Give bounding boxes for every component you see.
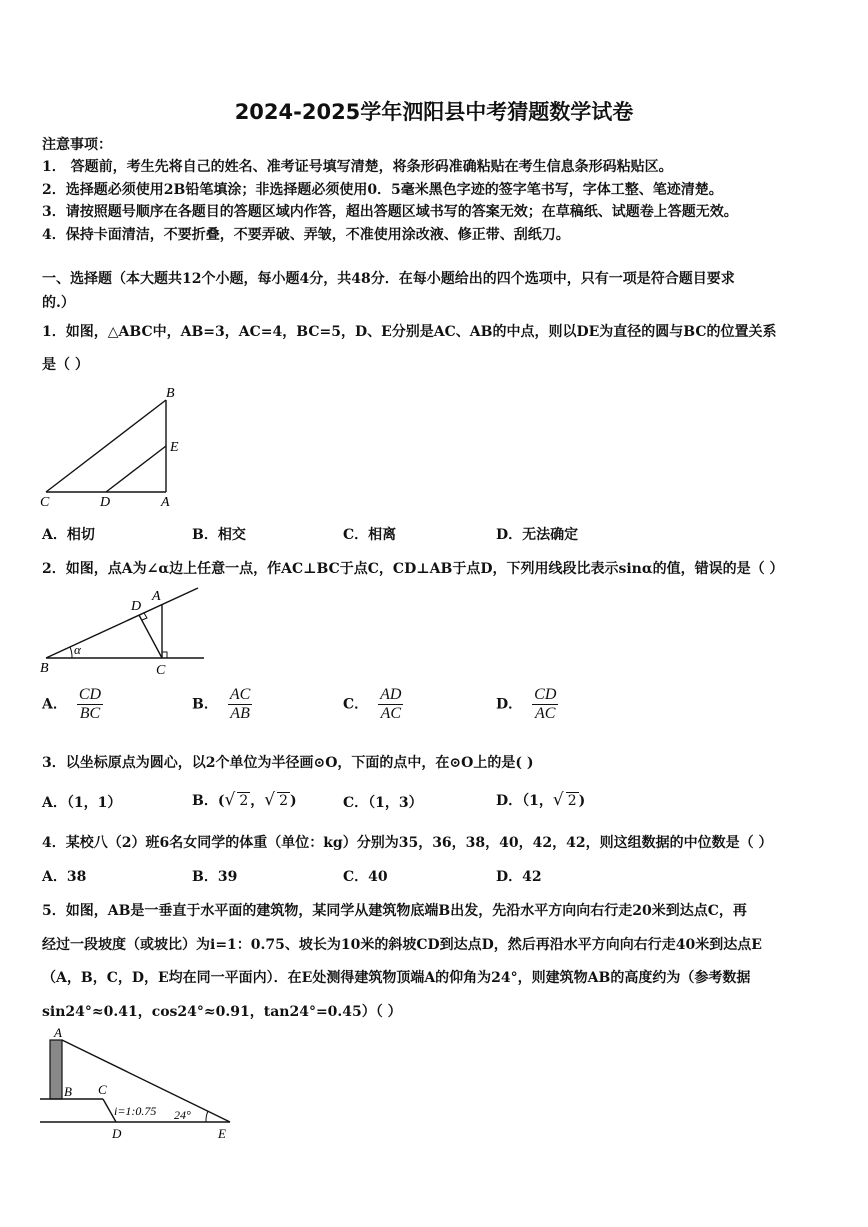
q2-option-a-numerator: CD (78, 686, 102, 703)
q1-option-a: A．相切 (42, 527, 95, 543)
q2-segment-cd (139, 615, 162, 658)
q4-option-c: C．40 (343, 869, 388, 885)
q5-label-slope: i=1:0.75 (114, 1104, 157, 1118)
section-heading-line1: 一、选择题（本大题共12个小题，每小题4分，共48分．在每小题给出的四个选项中，只有一项是符合题目要求 (42, 271, 735, 287)
q2-angle-arc (70, 647, 72, 658)
q2-option-c-fraction (378, 686, 403, 723)
q3-option-c: C．（1，3） (343, 795, 423, 811)
q3-option-b-separator: ， (250, 793, 265, 809)
q5-label-a: A (54, 1025, 62, 1040)
q2-option-b-numerator: AC (229, 686, 251, 703)
q3-option-b-letter: B．( (192, 793, 225, 809)
q2-option-d-denominator: AC (535, 705, 556, 722)
q5-label-angle: 24° (174, 1108, 191, 1122)
notice-heading: 注意事项： (42, 137, 112, 153)
q3-option-d-letter: D．（1， (496, 793, 553, 809)
q2-option-d-numerator: CD (534, 686, 557, 703)
q1-option-c: C．相离 (343, 527, 397, 543)
q3-text: 3．以坐标原点为圆心，以2个单位为半径画⊙O，下面的点中，在⊙O上的是( ) (42, 755, 534, 771)
q3-option-b-end: ) (290, 793, 297, 809)
q2-option-a-fraction (77, 686, 103, 723)
q5-text-line2: 经过一段坡度（或坡比）为i=1：0.75、坡长为10米的斜坡CD到达点D，然后再沿水平方向向右行走40米到达点E (42, 937, 762, 953)
q1-segment-de (106, 446, 166, 492)
q2-text: 2．如图，点A为∠α边上任意一点，作AC⊥BC于点C，CD⊥AB于点D，下列用线段比表示sinα的值，错误的是（ ） (42, 561, 784, 577)
q4-option-a: A．38 (42, 869, 87, 885)
q1-label-d: D (100, 495, 111, 510)
q3-option-d-end: ) (578, 793, 586, 809)
q1-triangle-figure (36, 384, 186, 514)
q5-label-e: E (218, 1126, 226, 1141)
q5-label-c: C (98, 1082, 107, 1097)
q1-option-d: D．无法确定 (496, 527, 579, 543)
q5-building-ab (50, 1040, 62, 1099)
q1-label-c: C (40, 495, 50, 510)
q5-building-figure (36, 1025, 246, 1145)
q5-label-d: D (112, 1126, 122, 1141)
q1-segment-cb (46, 400, 166, 492)
q2-option-a-denominator: BC (79, 705, 101, 722)
q4-option-d: D．42 (496, 869, 542, 885)
q2-option-b-denominator: AB (230, 705, 250, 722)
q3-option-b-radicand-1: 2 (239, 793, 249, 809)
q2-label-a: A (152, 589, 161, 604)
q2-option-b-fraction (228, 686, 252, 723)
page-title: 2024-2025学年泗阳县中考猜题数学试卷 (234, 100, 634, 124)
q2-angle-figure (36, 582, 208, 678)
notice-item-2: 2．选择题必须使用2B铅笔填涂；非选择题必须使用0．5毫米黑色字迹的签字笔书写，字体工整、笔迹清楚。 (42, 182, 723, 198)
q2-option-a-letter: A． (42, 696, 67, 713)
q2-label-b: B (40, 661, 49, 676)
q3-option-d (496, 790, 585, 810)
q2-option-c-letter: C． (343, 696, 369, 713)
q2-label-d: D (131, 599, 142, 614)
notice-item-3: 3．请按照题号顺序在各题目的答题区域内作答，超出答题区域书写的答案无效；在草稿纸、试题卷上答题无效。 (42, 204, 738, 220)
q2-line-ba (46, 588, 198, 658)
radical-sign-icon: √ (224, 790, 236, 810)
q4-option-b: B．39 (192, 869, 238, 885)
q1-text-line2: 是（ ） (42, 357, 89, 373)
q1-option-b: B．相交 (192, 527, 246, 543)
q2-option-a (42, 686, 103, 723)
q3-option-d-radicand: 2 (567, 793, 577, 809)
q1-text-line1: 1．如图，△ABC中，AB=3，AC=4，BC=5，D、E分别是AC、AB的中点，则以DE为直径的圆与BC的位置关系 (42, 324, 777, 340)
q3-option-b-radicand-2: 2 (279, 793, 288, 809)
q2-right-angle-c (162, 652, 167, 658)
q1-label-b: B (166, 386, 175, 401)
q2-option-c-denominator: AC (380, 705, 402, 722)
q5-label-b: B (64, 1084, 72, 1099)
q5-angle-arc (206, 1111, 208, 1122)
q2-option-d-fraction (532, 686, 558, 723)
notice-item-1: 1． 答题前，考生先将自己的姓名、准考证号填写清楚，将条形码准确粘贴在考生信息条形码粘贴区。 (42, 159, 673, 175)
q2-label-c: C (156, 663, 166, 678)
q5-text-line1: 5．如图，AB是一垂直于水平面的建筑物，某同学从建筑物底端B出发，先沿水平方向向右行走20米到达点C，再 (42, 903, 747, 919)
q2-option-b-letter: B． (192, 696, 218, 713)
radical-sign-icon: √ (552, 790, 564, 810)
notice-item-4: 4．保持卡面清洁，不要折叠，不要弄破、弄皱，不准使用涂改液、修正带、刮纸刀。 (42, 227, 570, 243)
q2-label-alpha: α (74, 642, 81, 657)
radical-sign-icon: √ (264, 790, 276, 810)
q2-option-d-letter: D． (496, 696, 523, 713)
q5-text-line3: （A，B，C，D，E均在同一平面内）．在E处测得建筑物顶端A的仰角为24°，则建筑物AB的高度约为（参考数据 (42, 970, 751, 986)
q2-option-b (192, 686, 252, 723)
q2-option-c-numerator: AD (380, 686, 402, 703)
q1-label-e: E (170, 440, 179, 455)
q2-option-c (343, 686, 403, 723)
section-heading-line2: 的.） (42, 295, 75, 311)
q1-label-a: A (161, 495, 170, 510)
q4-text: 4．某校八（2）班6名女同学的体重（单位：kg）分别为35，36，38，40，42，42，则这组数据的中位数是（ ） (42, 835, 773, 851)
q5-text-line4: sin24°≈0.41，cos24°≈0.91，tan24°=0.45）（ ） (42, 1004, 402, 1020)
q3-option-b (192, 790, 297, 810)
q2-option-d (496, 686, 558, 723)
q3-option-a: A．（1，1） (42, 795, 122, 811)
